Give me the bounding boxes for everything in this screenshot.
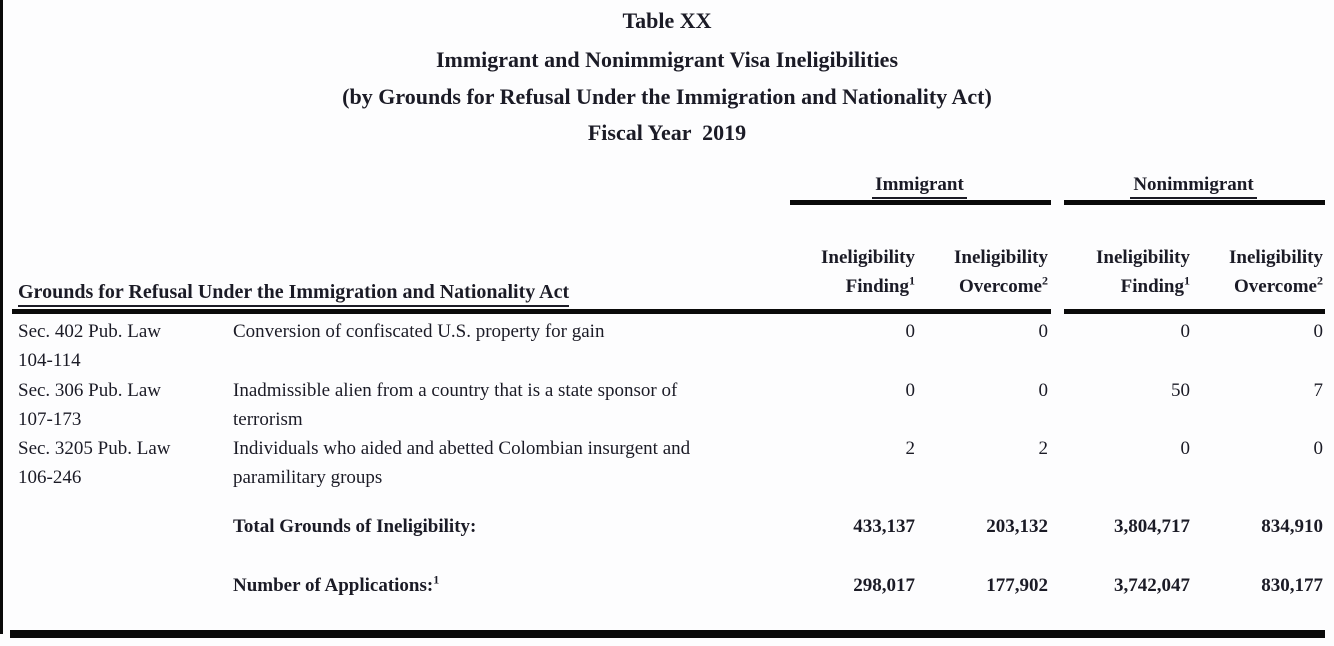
col-header-line1: Ineligibility [954, 247, 1048, 268]
group-header-immigrant-label: Immigrant [872, 174, 967, 199]
value-immigrant-overcome: 2 [1038, 438, 1048, 459]
header-rule-left-segment [12, 309, 1051, 314]
description-line: paramilitary groups [233, 467, 383, 488]
description-line: Individuals who aided and abetted Colombian insurgent and [233, 438, 691, 459]
description-cell [233, 434, 785, 492]
value-immigrant-finding: 0 [905, 321, 915, 342]
description-cell [233, 376, 785, 434]
row-stub-header-label: Grounds for Refusal Under the Immigration and Nationality Act [18, 281, 569, 307]
footnote-ref: 1 [433, 572, 440, 587]
value-nonimmigrant-overcome: 0 [1313, 438, 1323, 459]
total-nonimmigrant-finding: 3,804,717 [1114, 516, 1190, 537]
footnote-ref: 2 [1317, 273, 1323, 288]
group-header-immigrant [788, 174, 1051, 199]
table-number-title: Table XX [622, 8, 712, 33]
table-row [18, 434, 1323, 492]
immigrant-group-rule [790, 200, 1051, 205]
table-subtitle: (by Grounds for Refusal Under the Immigration and Nationality Act) [342, 84, 992, 109]
section-cell [18, 376, 233, 434]
col-header-line2: Finding$^1$ [1120, 273, 1190, 297]
col-header-line2: Finding$^1$ [845, 273, 915, 297]
section-cell [18, 434, 233, 492]
value-immigrant-finding: 2 [905, 438, 915, 459]
description-line: Conversion of confiscated U.S. property for gain [233, 321, 605, 342]
applications-immigrant-overcome: 177,902 [986, 575, 1048, 596]
value-nonimmigrant-finding: 0 [1180, 438, 1190, 459]
col-header-immigrant-finding [785, 243, 915, 301]
value-nonimmigrant-overcome: 0 [1313, 321, 1323, 342]
footnote-ref: 2 [1042, 273, 1048, 288]
table-row [18, 376, 1323, 434]
totals-row [18, 512, 1323, 541]
group-header-nonimmigrant-label: Nonimmigrant [1130, 174, 1256, 199]
table-row [18, 317, 1323, 375]
section-line: 107-173 [18, 409, 82, 430]
spacer-cell [18, 571, 233, 600]
group-header-nonimmigrant [1062, 174, 1325, 199]
description-cell [233, 317, 785, 375]
header-rule-right-segment [1064, 309, 1325, 314]
description-line: Inadmissible alien from a country that is a state sponsor of [233, 380, 678, 401]
table-bottom-rule [10, 630, 1325, 638]
section-line: 104-114 [18, 350, 81, 371]
total-immigrant-finding: 433,137 [853, 516, 915, 537]
col-header-line1: Ineligibility [1096, 247, 1190, 268]
description-line: terrorism [233, 409, 303, 430]
applications-row [18, 571, 1323, 600]
value-nonimmigrant-finding: 50 [1171, 380, 1190, 401]
applications-nonimmigrant-overcome: 830,177 [1261, 575, 1323, 596]
value-nonimmigrant-finding: 0 [1180, 321, 1190, 342]
spacer-cell [18, 512, 233, 541]
col-header-line1: Ineligibility [821, 247, 915, 268]
value-immigrant-overcome: 0 [1038, 380, 1048, 401]
totals-label: Total Grounds of Ineligibility: [233, 516, 477, 537]
section-line: Sec. 402 Pub. Law [18, 321, 162, 342]
applications-nonimmigrant-finding: 3,742,047 [1114, 575, 1190, 596]
footnote-ref: 1 [909, 273, 915, 288]
applications-label: Number of Applications:$^1$ [233, 572, 440, 596]
section-line: Sec. 3205 Pub. Law [18, 438, 171, 459]
fiscal-year-title: Fiscal Year 2019 [587, 120, 747, 145]
applications-immigrant-finding: 298,017 [853, 575, 915, 596]
footnote-ref: 1 [1184, 273, 1190, 288]
col-header-nonimmigrant-overcome [1190, 243, 1323, 301]
section-cell [18, 317, 233, 375]
col-header-line2: Overcome$^2$ [959, 273, 1048, 297]
value-immigrant-overcome: 0 [1038, 321, 1048, 342]
value-nonimmigrant-overcome: 7 [1313, 380, 1323, 401]
col-header-line2: Overcome$^2$ [1234, 273, 1323, 297]
col-header-nonimmigrant-finding [1048, 243, 1190, 301]
table-main-title: Immigrant and Nonimmigrant Visa Ineligibilities [435, 47, 899, 72]
nonimmigrant-group-rule [1064, 200, 1325, 205]
col-header-immigrant-overcome [915, 243, 1048, 301]
section-line: 106-246 [18, 467, 82, 488]
total-immigrant-overcome: 203,132 [986, 516, 1048, 537]
section-line: Sec. 306 Pub. Law [18, 380, 162, 401]
row-stub-header [18, 281, 569, 307]
value-immigrant-finding: 0 [905, 380, 915, 401]
col-header-line1: Ineligibility [1229, 247, 1323, 268]
total-nonimmigrant-overcome: 834,910 [1261, 516, 1323, 537]
